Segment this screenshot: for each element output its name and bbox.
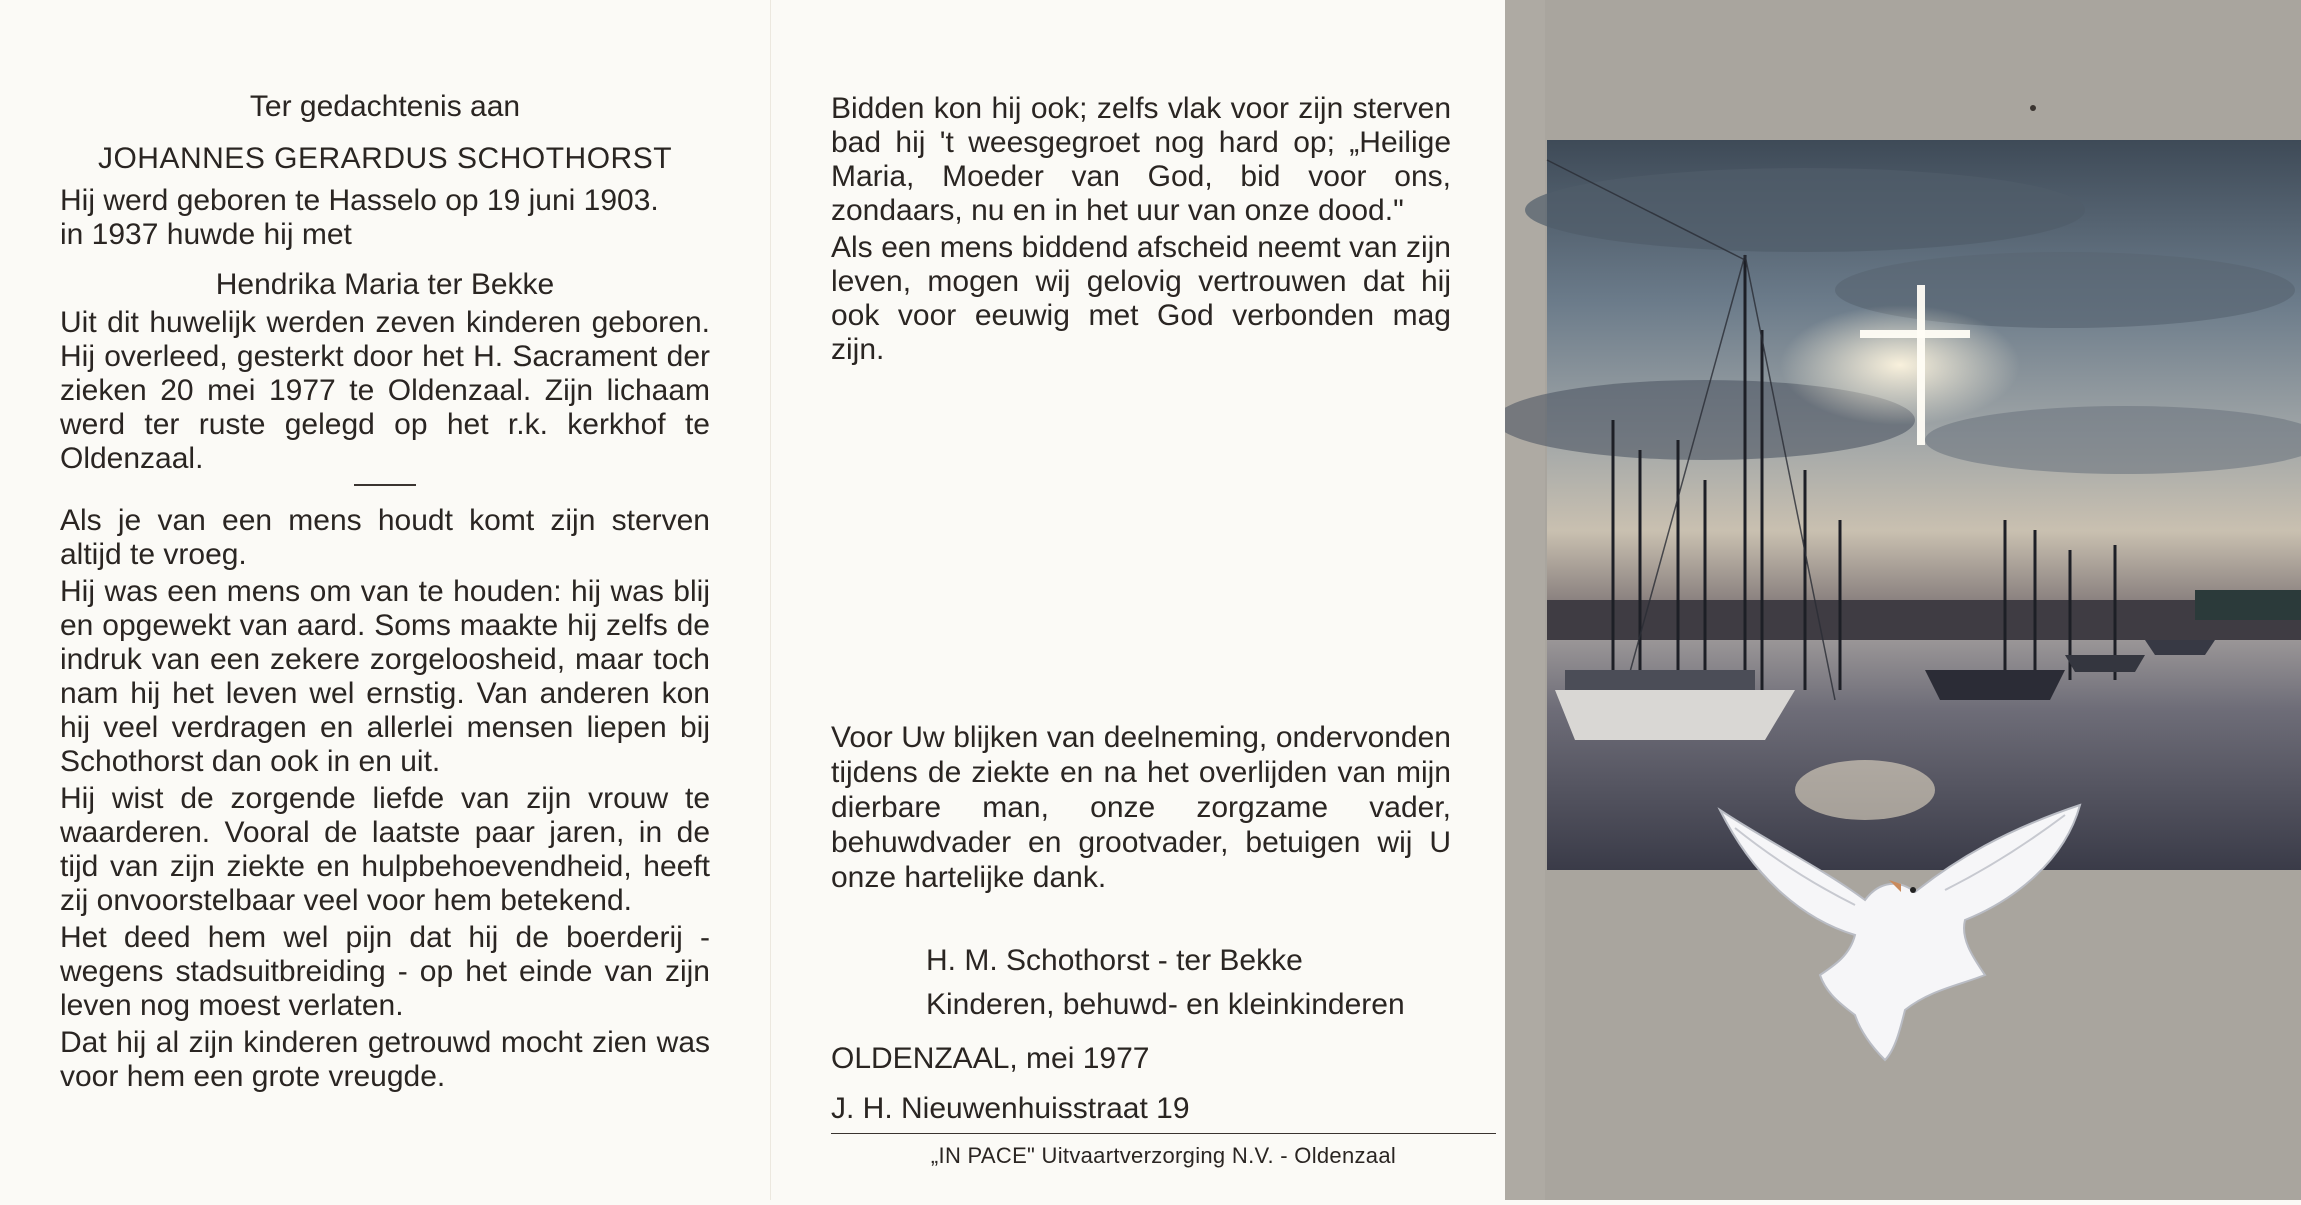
separator — [0, 470, 770, 500]
marriage-line: in 1937 huwde hij met — [60, 218, 352, 251]
deceased-name: JOHANNES GERARDUS SCHOTHORST — [97, 142, 673, 175]
middle-panel — [770, 0, 1506, 1200]
place-date: OLDENZAAL, mei 1977 — [831, 1042, 1150, 1075]
biography: Uit dit huwelijk werden zeven kinderen geboren. Hij overleed, gesterkt door het H. Sacrament der zieken 20 mei 1977 te Oldenzaal. Zijn lichaam werd ter ruste gelegd op het r.k. kerkhof te Oldenzaal. — [60, 306, 710, 475]
printer-line: „IN PACE" Uitvaartverzorging N.V. - Oldenzaal — [930, 1143, 1397, 1168]
thanks-text: Voor Uw blijken van deelneming, ondervonden tijdens de ziekte en na het overlijden van mijn dierbare man, onze zorgzame vader, behuwdvader en grootvader, betuigen wij U onze hartelijke dank. — [831, 721, 1451, 894]
left-panel — [0, 0, 770, 1200]
intro-text: Ter gedachtenis aan — [249, 90, 521, 123]
paragraph-1: Als je van een mens houdt komt zijn sterven altijd te vroeg. — [60, 504, 710, 571]
image-panel — [1505, 0, 2301, 1200]
harbour-photo — [1505, 0, 2301, 1200]
paragraph-4: Het deed hem wel pijn dat hij de boerderij - wegens stadsuitbreiding - op het einde van zijn leven nog moest verlaten. — [60, 921, 710, 1022]
paragraph-5: Dat hij al zijn kinderen getrouwd mocht zien was voor hem een grote vreugde. — [60, 1026, 710, 1093]
paragraph-2: Hij was een mens om van te houden: hij was blij en opgewekt van aard. Soms maakte hij zelfs de indruk van een zekere zorgeloosheid, maar toch nam hij het leven wel ernstig. Van anderen kon hij veel verdragen en allerlei mensen liepen bij Schothorst dan ook in en uit. — [60, 575, 710, 778]
paragraph-3: Hij wist de zorgende liefde van zijn vrouw te waarderen. Vooral de laatste paar jaren, in de tijd van zijn ziekte en hulpbehoevendheid, heeft zij onvoorstelbaar veel voor hem betekend. — [60, 782, 710, 917]
signature-spouse: H. M. Schothorst - ter Bekke — [926, 944, 1303, 977]
footer-rule — [831, 1133, 1496, 1134]
address: J. H. Nieuwenhuisstraat 19 — [831, 1092, 1190, 1125]
spouse-name: Hendrika Maria ter Bekke — [215, 268, 555, 301]
farewell-text: Als een mens biddend afscheid neemt van zijn leven, mogen wij gelovig vertrouwen dat hij ook voor eeuwig met God verbonden mag zijn. — [831, 231, 1451, 366]
signature-family: Kinderen, behuwd- en kleinkinderen — [926, 988, 1405, 1021]
birth-line: Hij werd geboren te Hasselo op 19 juni 1903. — [60, 184, 659, 217]
reflection-block — [60, 504, 710, 1097]
prayer-text: Bidden kon hij ook; zelfs vlak voor zijn sterven bad hij 't weesgegroet nog hard op; „Heilige Maria, Moeder van God, bid voor ons, zondaars, nu en in het uur van onze dood." — [831, 92, 1451, 227]
